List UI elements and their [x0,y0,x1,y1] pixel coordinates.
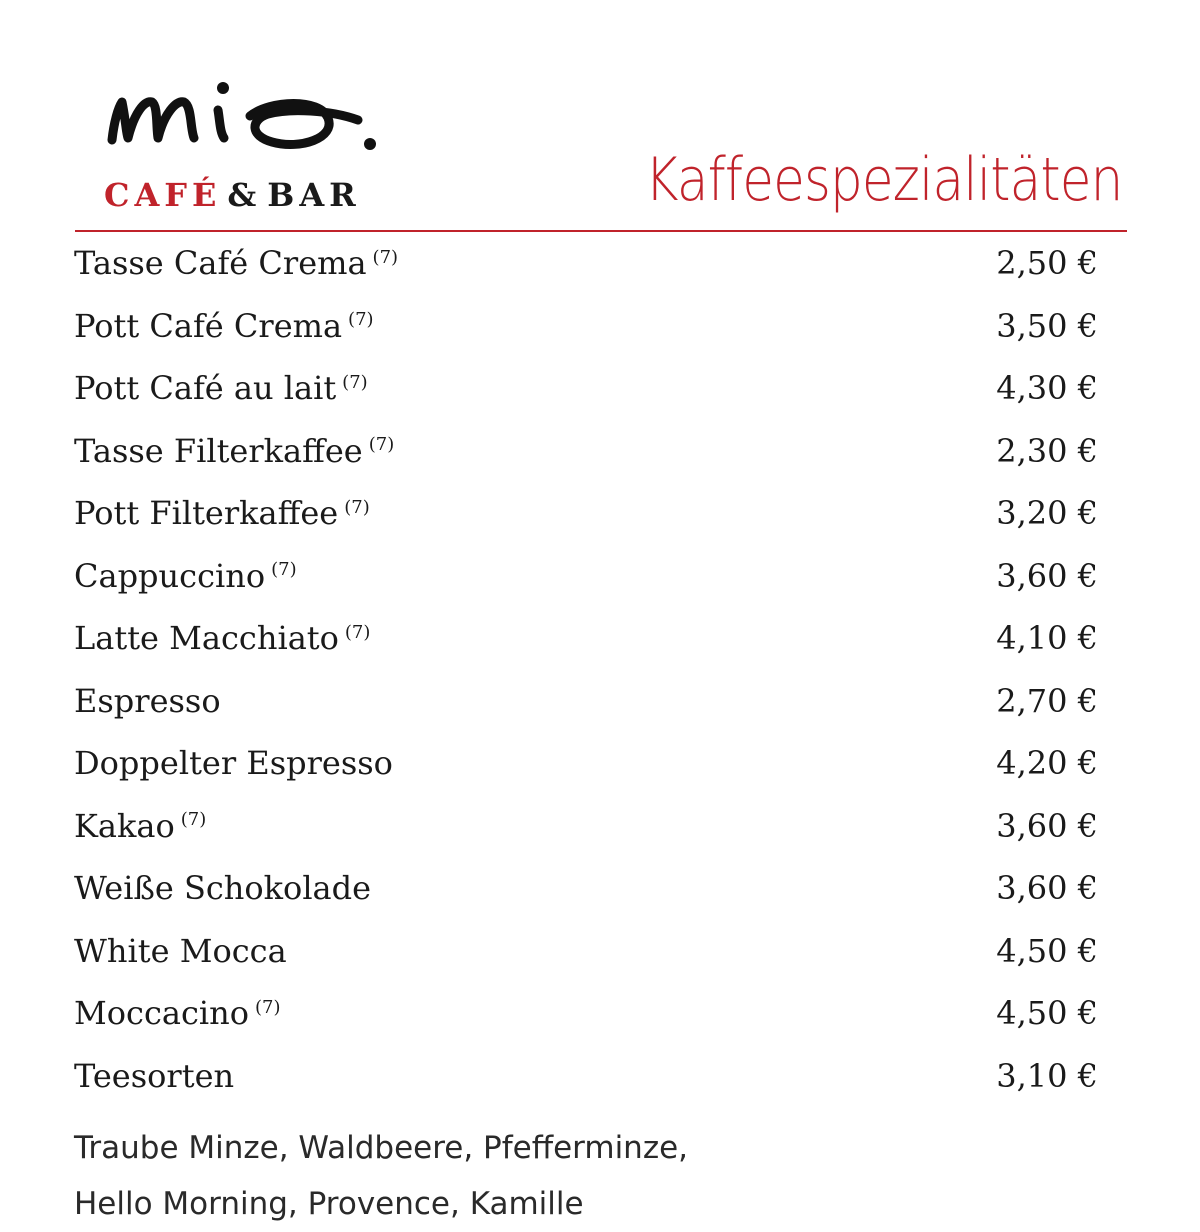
menu-item [74,295,1104,358]
item-name: Espresso [74,681,221,720]
item-price: 2,70 € [996,681,1098,720]
logo-ampersand: & [227,176,262,214]
item-name: Teesorten [74,1056,235,1095]
item-price: 3,60 € [996,869,1098,908]
item-price: 4,50 € [996,994,1098,1033]
item-name: Tasse Filterkaffee $^{(7)}$ [74,431,395,470]
allergen-note: (7) [368,434,395,456]
logo-cafe-text: CAFÉ [104,176,222,214]
cafe-logo [100,70,400,220]
item-name: White Mocca [74,931,287,970]
item-price: 4,30 € [996,369,1098,408]
item-price: 3,20 € [996,494,1098,533]
item-price: 4,50 € [996,931,1098,970]
allergen-note: (7) [372,246,399,268]
menu-item [74,857,1104,920]
allergen-note: (7) [271,559,297,581]
menu-item [74,482,1104,545]
menu-item [74,795,1104,858]
item-price: 3,50 € [996,306,1098,345]
menu-item [74,545,1104,608]
item-price: 3,10 € [996,1056,1098,1095]
item-name: Doppelter Espresso [74,744,393,783]
item-name: Kakao $^{(7)}$ [74,806,207,845]
item-name: Latte Macchiato $^{(7)}$ [74,619,371,658]
item-price: 2,50 € [996,244,1098,283]
item-name: Pott Café Crema $^{(7)}$ [74,306,374,345]
item-name: Moccacino $^{(7)}$ [74,994,281,1033]
menu-item [74,357,1104,420]
menu-item [74,232,1104,295]
allergen-note: (7) [344,621,371,643]
logo-subtitle [104,176,361,214]
section-title: Kaffeespezialitäten [644,145,1122,215]
logo-bar-text: BAR [267,176,361,214]
menu-item [74,1045,1104,1108]
allergen-note: (7) [254,996,281,1018]
item-name: Pott Café au lait $^{(7)}$ [74,369,368,408]
allergen-note: (7) [348,309,374,331]
allergen-note: (7) [180,809,207,831]
menu-item [74,732,1104,795]
menu-item [74,420,1104,483]
allergen-note: (7) [344,496,370,518]
item-name: Cappuccino $^{(7)}$ [74,556,297,595]
item-name: Weiße Schokolade [74,869,372,908]
menu-item [74,607,1104,670]
menu-item [74,670,1104,733]
tea-varieties-line: Traube Minze, Waldbeere, Pfefferminze, [74,1130,689,1166]
item-price: 2,30 € [996,431,1098,470]
item-price: 3,60 € [996,806,1098,845]
allergen-note: (7) [342,371,368,393]
mio-script-logo [100,70,400,170]
tea-varieties-line: Hello Morning, Provence, Kamille [74,1186,584,1222]
tea-varieties [74,1120,1124,1232]
item-price: 4,20 € [996,744,1098,783]
item-name: Tasse Café Crema $^{(7)}$ [74,244,399,283]
item-price: 3,60 € [996,556,1098,595]
item-name: Pott Filterkaffee $^{(7)}$ [74,494,370,533]
menu-item [74,982,1104,1045]
menu-list [74,232,1104,1107]
menu-item [74,920,1104,983]
item-price: 4,10 € [996,619,1098,658]
